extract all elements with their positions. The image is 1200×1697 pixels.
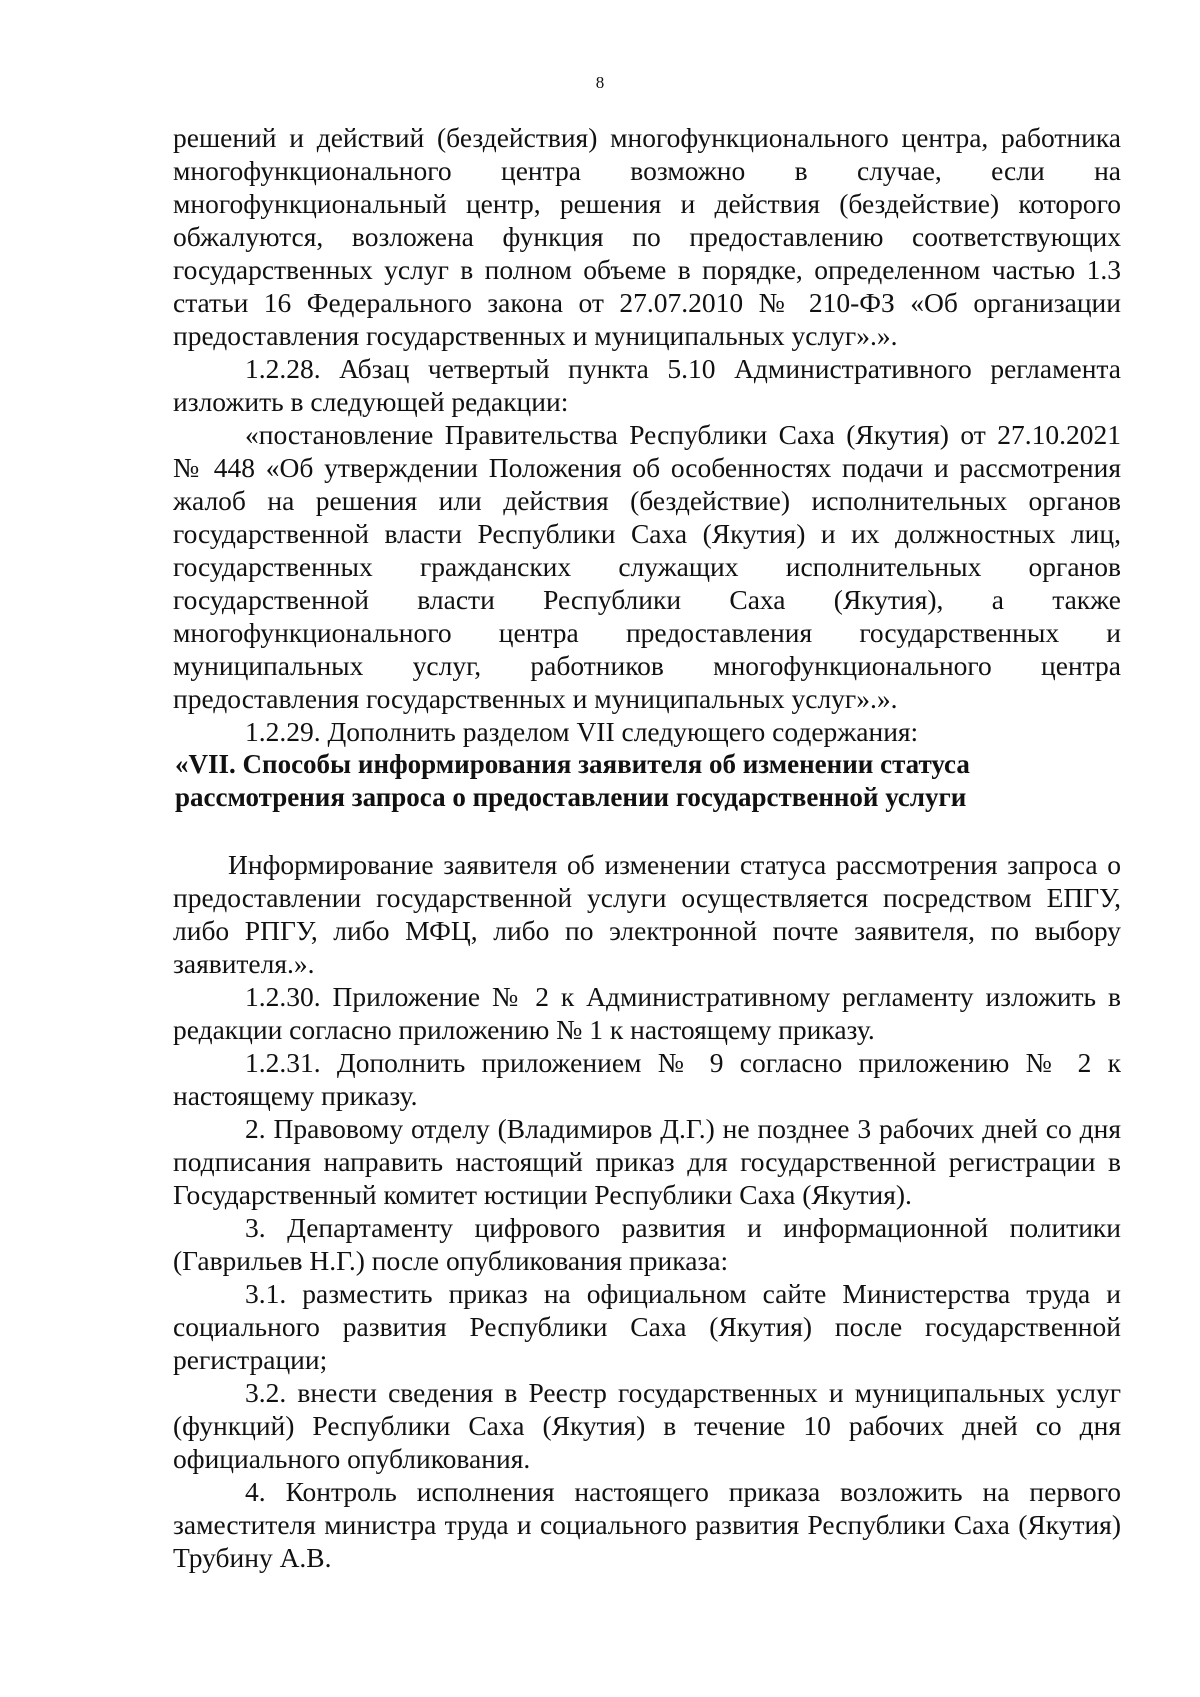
paragraph-3: 3. Департаменту цифрового развития и информационной политики (Гаврильев Н.Г.) после опубликования приказа: [173, 1212, 1121, 1276]
document-body [173, 121, 1121, 1574]
paragraph-1-2-31: 1.2.31. Дополнить приложением № 9 согласно приложению № 2 к настоящему приказу. [173, 1047, 1121, 1111]
spacer [173, 814, 1121, 848]
paragraph-1-2-28: 1.2.28. Абзац четвертый пункта 5.10 Административного регламента изложить в следующей редакции: [173, 353, 1121, 417]
paragraph-1-2-30: 1.2.30. Приложение № 2 к Административному регламенту изложить в редакции согласно приложению № 1 к настоящему приказу. [173, 981, 1121, 1045]
paragraph-2: 2. Правовому отделу (Владимиров Д.Г.) не позднее 3 рабочих дней со дня подписания направить настоящий приказ для государственной регистрации в Государственный комитет юстиции Республики Саха (Якутия). [173, 1113, 1121, 1210]
paragraph-continuation: решений и действий (бездействия) многофункционального центра, работника многофункционального центра возможно в случае, если на многофункциональный центр, решения и действия (бездействие) которого обжалуются, возложена функция по предоставлению соответствующих государственных услуг в полном объеме в порядке, определенном частью 1.3 статьи 16 Федерального закона от 27.07.2010 № 210-ФЗ «Об организации предоставления государственных и муниципальных услуг».». [173, 122, 1121, 351]
paragraph-3-2: 3.2. внести сведения в Реестр государственных и муниципальных услуг (функций) Республики Саха (Якутия) в течение 10 рабочих дней со дня официального опубликования. [173, 1377, 1121, 1474]
paragraph-3-1: 3.1. разместить приказ на официальном сайте Министерства труда и социального развития Республики Саха (Якутия) после государственной регистрации; [173, 1278, 1121, 1375]
paragraph-quote-resolution: «постановление Правительства Республики Саха (Якутия) от 27.10.2021 № 448 «Об утверждении Положения об особенностях подачи и рассмотрения жалоб на решения или действия (бездействие) исполнительных органов государственной власти Республики Саха (Якутия) и их должностных лиц, государственных гражданских служащих исполнительных органов государственной власти Республики Саха (Якутия), а также многофункционального центра предоставления государственных и муниципальных услуг, работников многофункционального центра предоставления государственных и муниципальных услуг».». [173, 419, 1121, 714]
paragraph-4: 4. Контроль исполнения настоящего приказа возложить на первого заместителя министра труда и социального развития Республики Саха (Якутия) Трубину А.В. [173, 1476, 1121, 1573]
section-heading-line-2: рассмотрения запроса о предоставлении государственной услуги [175, 782, 967, 812]
section-heading-line-1: «VII. Способы информирования заявителя об изменении статуса [175, 749, 970, 779]
section-heading [173, 748, 1121, 814]
paragraph-informing: Информирование заявителя об изменении статуса рассмотрения запроса о предоставлении государственной услуги осуществляется посредством ЕПГУ, либо РПГУ, либо МФЦ, либо по электронной почте заявителя, по выбору заявителя.». [173, 849, 1121, 979]
page-number: 8 [595, 73, 605, 92]
paragraph-1-2-29: 1.2.29. Дополнить разделом VII следующего содержания: [245, 716, 919, 747]
